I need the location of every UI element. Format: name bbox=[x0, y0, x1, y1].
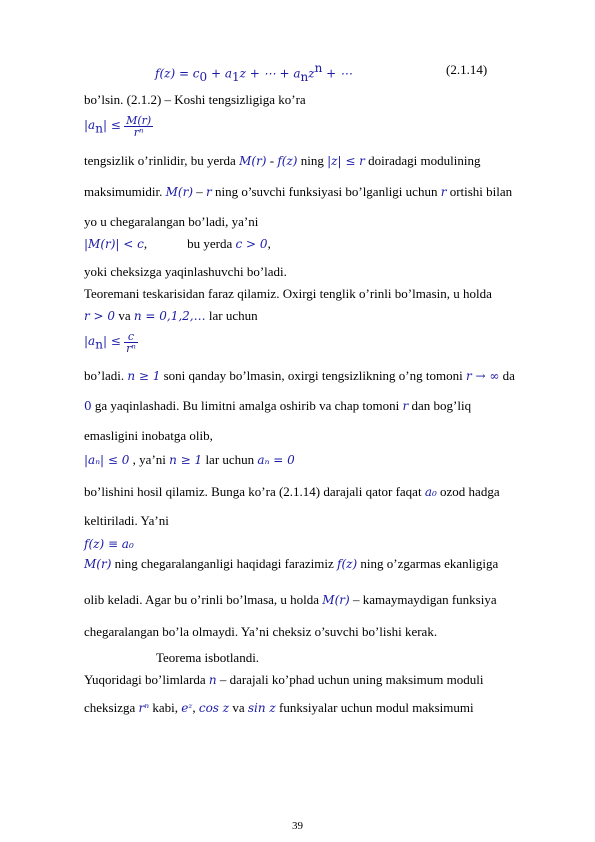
text-line: olib keladi. Agar bu o’rinli bo’lmasa, u holda M(r) – kamaymaydigan funksiya bbox=[84, 592, 497, 607]
text-line: 0 ga yaqinlashadi. Bu limitni amalga oshirib va chap tomoni r dan bog’liq bbox=[84, 398, 472, 413]
text-line: |M(r)| < c, bu yerda c > 0, bbox=[84, 236, 271, 251]
text-line: cheksizga rⁿ kabi, eᶻ, cos z va sin z funksiyalar uchun modul maksimumi bbox=[84, 700, 474, 715]
formula-inequality-1: $|a_n|$ ≤ $\frac{M(r)}{\text{rⁿ}}$ bbox=[84, 113, 152, 139]
text-line: Yuqoridagi bo’limlarda n – darajali ko’phad uchun uning maksimum moduli bbox=[84, 672, 484, 687]
text-line: Teorema isbotlandi. bbox=[156, 650, 260, 665]
text-line: keltiriladi. Ya’ni bbox=[84, 513, 169, 528]
text-line: tengsizlik o’rinlidir, bu yerda M(r) - f(z) ning |z| ≤ r doiradagi modulining bbox=[84, 153, 481, 168]
text-line: maksimumidir. M(r) – r ning o’suvchi funksiyasi bo’lganligi uchun r ortishi bilan bbox=[84, 184, 513, 199]
text-line: Teoremani teskarisidan faraz qilamiz. Oxirgi tenglik o’rinli bo’lmasin, u holda bbox=[84, 286, 492, 301]
text-line: chegaralangan bo’la olmaydi. Ya’ni cheksiz o’suvchi bo’lishi kerak. bbox=[84, 624, 438, 639]
text-line: bo’ladi. n ≥ 1 soni qanday bo’lmasin, oxirgi tengsizlikning o’ng tomoni r → ∞ da bbox=[84, 368, 515, 383]
text-line: r > 0 va n = 0,1,2,… lar uchun bbox=[84, 308, 258, 323]
equation-number: (2.1.14) bbox=[446, 62, 488, 77]
text-line: M(r) ning chegaralanganligi haqidagi farazimiz f(z) ning o’zgarmas ekanligiga bbox=[84, 556, 499, 571]
formula-power-series: $f(z) = c_0 + a_1z$ + ⋯ + $a_nz^n$ + ⋯ bbox=[155, 61, 352, 84]
text-line: yoki cheksizga yaqinlashuvchi bo’ladi. bbox=[84, 264, 287, 279]
page-number: 39 bbox=[292, 820, 303, 832]
text-line: bo’lsin. (2.1.2) – Koshi tengsizligiga ko’ra bbox=[84, 92, 306, 107]
fraction: $\frac{c}{\text{rⁿ}}$ bbox=[126, 329, 136, 355]
text-line: bo’lishini hosil qilamiz. Bunga ko’ra (2.1.14) darajali qator faqat a₀ ozod hadga bbox=[84, 484, 500, 499]
text-line: emasligini inobatga olib, bbox=[84, 428, 213, 443]
formula-constant: f(z) ≡ a₀ bbox=[84, 537, 134, 551]
fraction: $\frac{M(r)}{\text{rⁿ}}$ bbox=[126, 113, 152, 139]
text-line: yo u chegaralangan bo’ladi, ya’ni bbox=[84, 214, 259, 229]
formula-inequality-2: $|a_n|$ ≤ $\frac{c}{\text{rⁿ}}$ bbox=[84, 329, 136, 355]
text-line: |aₙ| ≤ 0 , ya’ni n ≥ 1 lar uchun aₙ = 0 bbox=[84, 452, 295, 467]
